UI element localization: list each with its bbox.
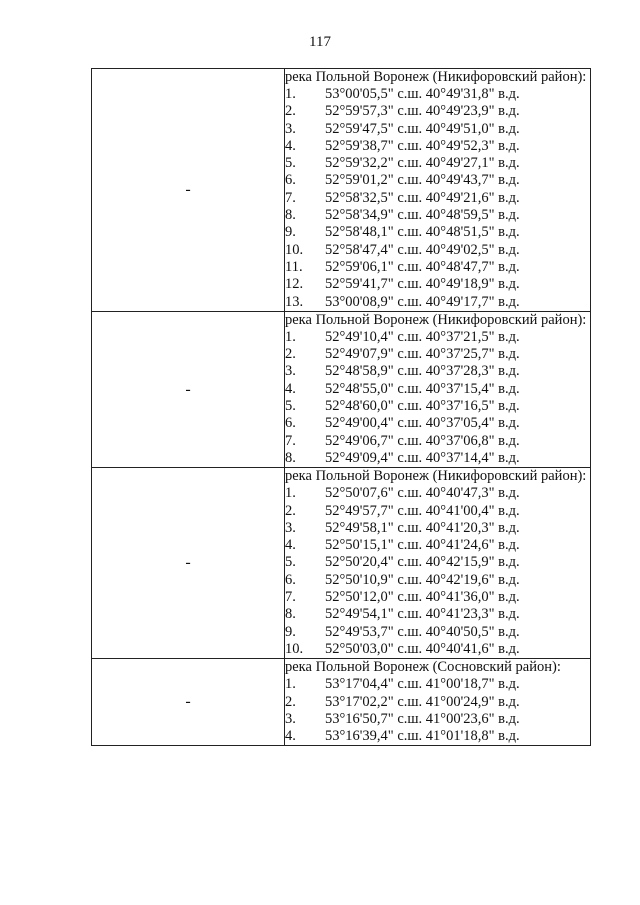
coordinate-number: 8.: [285, 606, 296, 623]
coordinate-value: 52°49'53,7" с.ш. 40°40'50,5" в.д.: [325, 623, 520, 640]
page-number: 117: [309, 34, 331, 50]
coordinate-value: 52°49'07,9" с.ш. 40°37'25,7" в.д.: [325, 346, 520, 363]
coordinate-item: [285, 485, 590, 502]
coordinate-item: [285, 207, 590, 224]
table-row: [92, 659, 591, 746]
place-heading: река Польной Воронеж (Никифоровский район):: [285, 311, 587, 328]
coordinate-value: 52°59'38,7" с.ш. 40°49'52,3" в.д.: [325, 137, 520, 154]
row-marker-cell: -: [92, 468, 285, 659]
coordinate-item: [285, 86, 590, 103]
coordinate-number: 8.: [285, 207, 296, 224]
coordinate-value: 52°58'47,4" с.ш. 40°49'02,5" в.д.: [325, 241, 520, 258]
coordinate-number: 11.: [285, 258, 303, 275]
coordinate-number: 3.: [285, 710, 296, 727]
coordinate-item: [285, 554, 590, 571]
coordinate-item: [285, 242, 590, 259]
coordinate-number: 7.: [285, 189, 296, 206]
coordinate-item: [285, 676, 590, 693]
coordinate-number: 9.: [285, 224, 296, 241]
coordinate-value: 52°49'06,7" с.ш. 40°37'06,8" в.д.: [325, 432, 520, 449]
coordinate-number: 4.: [285, 728, 296, 745]
coordinate-number: 3.: [285, 120, 296, 137]
coordinate-number: 2.: [285, 346, 296, 363]
coordinate-value: 52°58'48,1" с.ш. 40°48'51,5" в.д.: [325, 224, 520, 241]
coordinate-number: 12.: [285, 276, 304, 293]
coordinate-value: 52°49'10,4" с.ш. 40°37'21,5" в.д.: [325, 328, 520, 345]
coordinate-number: 4.: [285, 380, 296, 397]
coordinate-item: [285, 398, 590, 415]
coordinate-number: 1.: [285, 676, 296, 693]
coordinates-cell: [285, 659, 591, 746]
coordinate-value: 52°50'03,0" с.ш. 40°40'41,6" в.д.: [325, 640, 520, 657]
place-heading: река Польной Воронеж (Никифоровский район):: [285, 468, 587, 485]
coordinate-value: 52°59'01,2" с.ш. 40°49'43,7" в.д.: [325, 172, 520, 189]
coordinate-item: [285, 537, 590, 554]
coordinates-cell: [285, 468, 591, 659]
coordinate-number: 2.: [285, 693, 296, 710]
coordinate-value: 53°00'05,5" с.ш. 40°49'31,8" в.д.: [325, 86, 520, 102]
coordinate-item: [285, 259, 590, 276]
coordinate-value: 52°49'57,7" с.ш. 40°41'00,4" в.д.: [325, 502, 520, 519]
coordinate-value: 52°49'00,4" с.ш. 40°37'05,4" в.д.: [325, 415, 520, 432]
coordinate-value: 52°48'55,0" с.ш. 40°37'15,4" в.д.: [325, 380, 520, 397]
coordinate-item: [285, 728, 590, 745]
coordinate-item: [285, 589, 590, 606]
coordinate-number: 10.: [285, 241, 304, 258]
coordinate-item: [285, 224, 590, 241]
place-heading: река Польной Воронеж (Никифоровский район):: [285, 69, 587, 85]
coordinate-number: 7.: [285, 432, 296, 449]
coordinate-number: 1.: [285, 328, 296, 345]
coordinate-item: [285, 363, 590, 380]
coordinate-number: 10.: [285, 640, 304, 657]
coordinate-item: [285, 711, 590, 728]
coordinate-value: 52°48'58,9" с.ш. 40°37'28,3" в.д.: [325, 363, 520, 380]
coordinate-value: 53°17'02,2" с.ш. 41°00'24,9" в.д.: [325, 693, 520, 710]
coordinate-number: 3.: [285, 519, 296, 536]
coordinate-item: [285, 103, 590, 120]
coordinate-item: [285, 624, 590, 641]
coordinate-number: 4.: [285, 537, 296, 554]
coordinate-value: 52°59'32,2" с.ш. 40°49'27,1" в.д.: [325, 155, 520, 172]
coordinate-number: 9.: [285, 623, 296, 640]
coordinate-item: [285, 503, 590, 520]
coordinate-item: [285, 433, 590, 450]
coordinate-item: [285, 155, 590, 172]
coordinate-value: 52°50'07,6" с.ш. 40°40'47,3" в.д.: [325, 485, 520, 502]
coordinate-number: 13.: [285, 293, 304, 310]
coordinates-cell: [285, 69, 591, 312]
coordinate-number: 6.: [285, 415, 296, 432]
coordinate-item: [285, 294, 590, 311]
coordinate-value: 52°50'20,4" с.ш. 40°42'15,9" в.д.: [325, 554, 520, 571]
coordinate-value: 52°58'34,9" с.ш. 40°48'59,5" в.д.: [325, 207, 520, 224]
row-marker-cell: -: [92, 659, 285, 746]
coordinate-value: 52°59'06,1" с.ш. 40°48'47,7" в.д.: [325, 258, 520, 275]
coordinate-value: 52°58'32,5" с.ш. 40°49'21,6" в.д.: [325, 189, 520, 206]
coordinate-item: [285, 172, 590, 189]
coordinate-number: 8.: [285, 449, 296, 466]
coordinate-value: 52°48'60,0" с.ш. 40°37'16,5" в.д.: [325, 398, 520, 415]
coordinate-number: 5.: [285, 398, 296, 415]
coordinate-item: [285, 415, 590, 432]
coordinate-item: [285, 138, 590, 155]
coordinate-value: 53°16'50,7" с.ш. 41°00'23,6" в.д.: [325, 710, 520, 727]
coordinate-value: 52°50'10,9" с.ш. 40°42'19,6" в.д.: [325, 571, 520, 588]
coordinate-value: 52°50'15,1" с.ш. 40°41'24,6" в.д.: [325, 537, 520, 554]
coordinate-number: 1.: [285, 86, 296, 102]
coordinate-item: [285, 520, 590, 537]
coordinate-value: 52°59'41,7" с.ш. 40°49'18,9" в.д.: [325, 276, 520, 293]
row-marker-cell: -: [92, 311, 285, 467]
coordinate-item: [285, 346, 590, 363]
coordinate-value: 53°17'04,4" с.ш. 41°00'18,7" в.д.: [325, 676, 520, 693]
coordinate-value: 52°59'57,3" с.ш. 40°49'23,9" в.д.: [325, 103, 520, 120]
coordinates-cell: [285, 311, 591, 467]
coordinate-item: [285, 381, 590, 398]
coordinate-item: [285, 276, 590, 293]
coordinate-number: 2.: [285, 103, 296, 120]
coordinate-value: 53°00'08,9" с.ш. 40°49'17,7" в.д.: [325, 293, 520, 310]
coordinate-number: 6.: [285, 172, 296, 189]
coordinate-value: 53°16'39,4" с.ш. 41°01'18,8" в.д.: [325, 728, 520, 745]
coordinate-value: 52°49'09,4" с.ш. 40°37'14,4" в.д.: [325, 449, 520, 466]
table-body: [92, 69, 591, 746]
table-row: [92, 468, 591, 659]
coordinate-number: 2.: [285, 502, 296, 519]
coordinate-number: 1.: [285, 485, 296, 502]
coordinate-number: 3.: [285, 363, 296, 380]
coordinate-item: [285, 694, 590, 711]
coordinate-value: 52°50'12,0" с.ш. 40°41'36,0" в.д.: [325, 589, 520, 606]
coordinate-item: [285, 121, 590, 138]
coordinates-table: [91, 68, 591, 746]
coordinate-number: 5.: [285, 155, 296, 172]
coordinate-number: 6.: [285, 571, 296, 588]
coordinate-item: [285, 606, 590, 623]
coordinate-value: 52°59'47,5" с.ш. 40°49'51,0" в.д.: [325, 120, 520, 137]
coordinate-number: 4.: [285, 137, 296, 154]
coordinate-number: 5.: [285, 554, 296, 571]
coordinate-value: 52°49'58,1" с.ш. 40°41'20,3" в.д.: [325, 519, 520, 536]
table-row: [92, 69, 591, 312]
place-heading: река Польной Воронеж (Сосновский район):: [285, 659, 561, 676]
coordinate-number: 7.: [285, 589, 296, 606]
table-row: [92, 311, 591, 467]
coordinate-item: [285, 190, 590, 207]
coordinate-item: [285, 329, 590, 346]
coordinate-item: [285, 641, 590, 658]
coordinate-value: 52°49'54,1" с.ш. 40°41'23,3" в.д.: [325, 606, 520, 623]
row-marker-cell: -: [92, 69, 285, 312]
coordinate-item: [285, 450, 590, 467]
coordinate-item: [285, 572, 590, 589]
